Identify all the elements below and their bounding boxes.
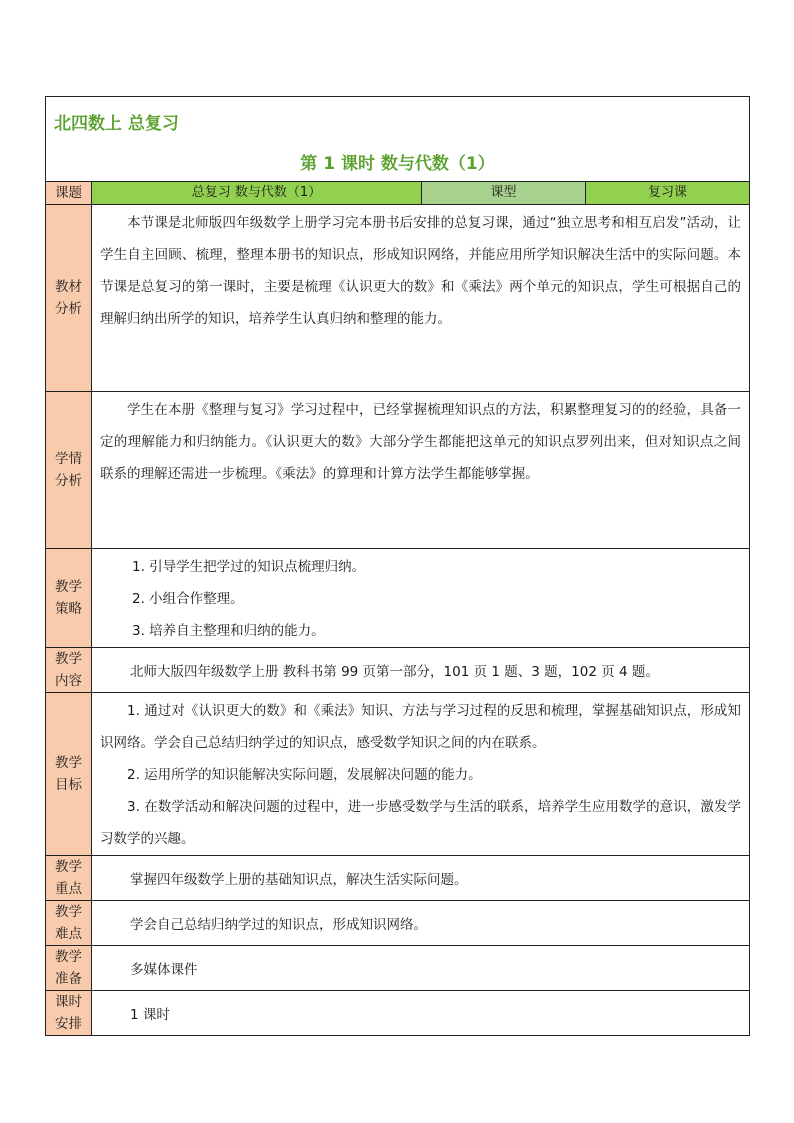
label-line: 课时 [55,994,82,1010]
row-preparation [46,946,750,991]
label-line: 内容 [55,673,82,689]
strategy-label [46,549,92,648]
student-analysis-content [92,392,750,549]
strategy-item: 1. 引导学生把学过的知识点梳理归纳。 [132,559,366,575]
textbook-analysis-content [92,205,750,392]
label-line: 安排 [55,1016,82,1032]
label-line: 重点 [55,881,82,897]
row-textbook-analysis [46,205,750,392]
course-value: 总复习 数与代数（1） [92,182,422,205]
row-strategy [46,549,750,648]
label-line: 难点 [55,926,82,942]
label-line: 教学 [55,904,82,920]
strategy-item: 2. 小组合作整理。 [132,591,244,607]
label-line: 分析 [55,473,82,489]
row-student-analysis [46,392,750,549]
row-goals [46,693,750,856]
label-line: 教学 [55,755,82,771]
preparation-label [46,946,92,991]
goal-item: 1. 通过对《认识更大的数》和《乘法》知识、方法与学习过程的反思和梳理，掌握基础知识点，形成知识网络。学会自己总结归纳学过的知识点，感受数学知识之间的内在联系。 [100,703,741,751]
row-key-points [46,856,750,901]
goal-item: 3. 在数学活动和解决问题的过程中，进一步感受数学与生活的联系，培养学生应用数学的意识，激发学习数学的兴趣。 [100,799,741,847]
difficulties-label [46,901,92,946]
student-analysis-text: 学生在本册《整理与复习》学习过程中，已经掌握梳理知识点的方法，积累整理复习的的经验，具备一定的理解能力和归纳能力。《认识更大的数》大部分学生都能把这单元的知识点罗列出来，但对知识点之间联系的理解还需进一步梳理。《乘法》的算理和计算方法学生都能够掌握。 [100,402,741,482]
label-line: 教学 [55,859,82,875]
preparation-text: 多媒体课件 [92,946,750,991]
key-points-text: 掌握四年级数学上册的基础知识点，解决生活实际问题。 [92,856,750,901]
label-line: 策略 [55,601,82,617]
label-line: 教材 [55,279,82,295]
strategy-content [92,549,750,648]
goals-content [92,693,750,856]
goal-item: 2. 运用所学的知识能解决实际问题，发展解决问题的能力。 [127,767,482,783]
content-text: 北师大版四年级数学上册 教科书第 99 页第一部分，101 页 1 题、3 题，102 页 4 题。 [92,648,750,693]
row-content [46,648,750,693]
doc-title: 北四数上 总复习 [54,114,179,134]
lesson-plan-sheet [45,96,749,1036]
row-hours [46,991,750,1036]
label-line: 教学 [55,949,82,965]
row-difficulties [46,901,750,946]
header-row [46,182,750,205]
type-label: 课型 [422,182,586,205]
student-analysis-label [46,392,92,549]
lesson-title: 第 1 课时 数与代数（1） [300,154,495,174]
strategy-item: 3. 培养自主整理和归纳的能力。 [132,623,325,639]
goals-label [46,693,92,856]
textbook-analysis-label [46,205,92,392]
type-value: 复习课 [586,182,750,205]
key-points-label [46,856,92,901]
label-line: 准备 [55,971,82,987]
label-line: 教学 [55,579,82,595]
course-label: 课题 [46,182,92,205]
label-line: 教学 [55,651,82,667]
textbook-analysis-text: 本节课是北师版四年级数学上册学习完本册书后安排的总复习课，通过“独立思考和相互启发”活动，让学生自主回顾、梳理，整理本册书的知识点，形成知识网络，并能应用所学知识解决生活中的实际问题。本节课是总复习的第一课时，主要是梳理《认识更大的数》和《乘法》两个单元的知识点，学生可根据自己的理解归纳出所学的知识，培养学生认真归纳和整理的能力。 [100,215,741,327]
label-line: 分析 [55,301,82,317]
title-cell [46,97,750,182]
difficulties-text: 学会自己总结归纳学过的知识点，形成知识网络。 [92,901,750,946]
content-label [46,648,92,693]
hours-text: 1 课时 [92,991,750,1036]
label-line: 学情 [55,451,82,467]
hours-label [46,991,92,1036]
lesson-plan-table [45,96,750,1036]
label-line: 目标 [55,777,82,793]
